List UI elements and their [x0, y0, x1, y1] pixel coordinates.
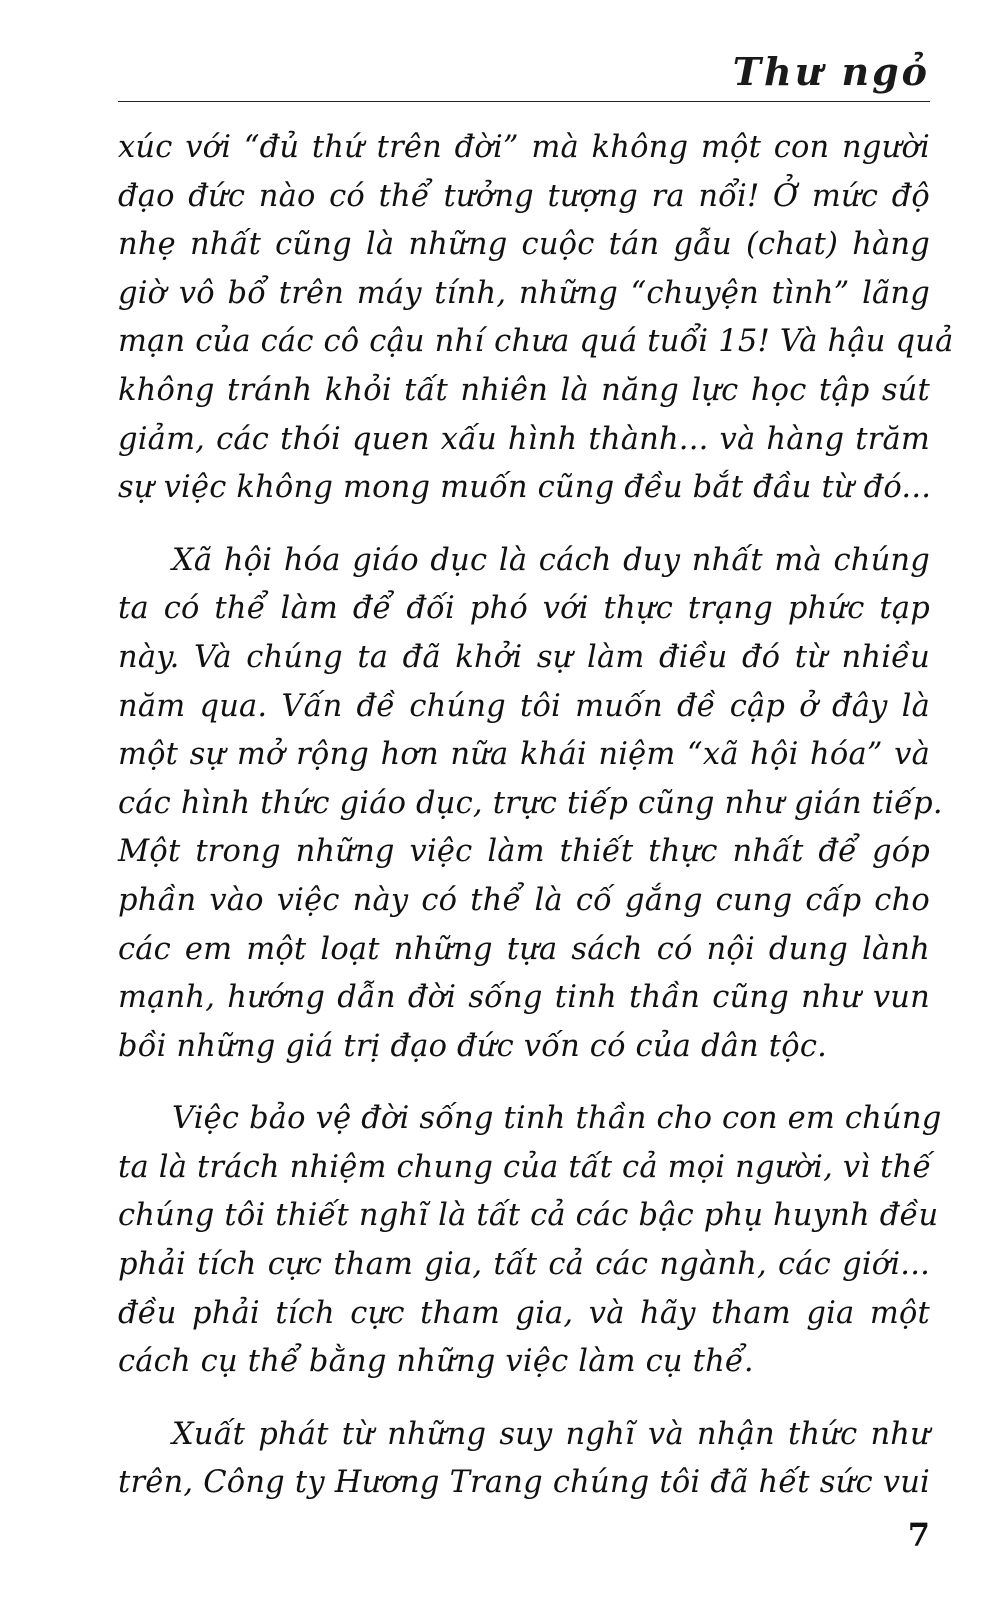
paragraph-1	[118, 124, 954, 513]
text-line: các em một loạt những tựa sách có nội dung lành	[118, 931, 930, 967]
paragraph-3	[118, 1095, 942, 1387]
text-line: ta là trách nhiệm chung của tất cả mọi người, vì thế	[118, 1149, 932, 1185]
text-line: các hình thức giáo dục, trực tiếp cũng như gián tiếp.	[118, 785, 943, 821]
paragraph-2	[118, 537, 943, 1072]
body-text	[118, 124, 954, 1532]
text-line: đều phải tích cực tham gia, và hãy tham gia một	[118, 1295, 930, 1331]
text-line: chúng tôi thiết nghĩ là tất cả các bậc phụ huynh đều	[118, 1198, 939, 1234]
text-line: bồi những giá trị đạo đức vốn có của dân tộc.	[118, 1028, 827, 1064]
text-line: này. Và chúng ta đã khởi sự làm điều đó từ nhiều	[118, 639, 930, 675]
page-header	[118, 49, 930, 102]
paragraph-4	[118, 1411, 930, 1508]
text-line: đạo đức nào có thể tưởng tượng ra nổi! Ở mức độ	[118, 178, 930, 214]
header-rule	[118, 101, 930, 102]
running-head: Thư ngỏ	[732, 49, 930, 94]
text-line: mạn của các cô cậu nhí chưa quá tuổi 15! Và hậu quả	[118, 324, 954, 360]
text-line: cách cụ thể bằng những việc làm cụ thể.	[118, 1344, 754, 1380]
text-line: Xã hội hóa giáo dục là cách duy nhất mà chúng	[172, 542, 930, 578]
text-line: ta có thể làm để đối phó với thực trạng phức tạp	[118, 591, 930, 627]
text-line: giờ vô bổ trên máy tính, những “chuyện tình” lãng	[118, 275, 930, 311]
text-line: mạnh, hướng dẫn đời sống tinh thần cũng như vun	[118, 980, 930, 1016]
page-number: 7	[907, 1516, 930, 1554]
text-line: phần vào việc này có thể là cố gắng cung cấp cho	[118, 882, 930, 918]
text-line: không tránh khỏi tất nhiên là năng lực học tập sút	[118, 372, 930, 408]
text-line: Một trong những việc làm thiết thực nhất để góp	[118, 834, 930, 870]
text-line: một sự mở rộng hơn nữa khái niệm “xã hội hóa” và	[118, 737, 930, 773]
text-line: Xuất phát từ những suy nghĩ và nhận thức như	[172, 1416, 930, 1452]
text-line: sự việc không mong muốn cũng đều bắt đầu từ đó...	[118, 470, 932, 506]
text-line: trên, Công ty Hương Trang chúng tôi đã hết sức vui	[118, 1465, 930, 1501]
text-line: xúc với “đủ thứ trên đời” mà không một con người	[118, 130, 930, 165]
text-line: phải tích cực tham gia, tất cả các ngành, các giới...	[118, 1247, 930, 1283]
text-line: nhẹ nhất cũng là những cuộc tán gẫu (chat) hàng	[118, 227, 930, 263]
text-line: năm qua. Vấn đề chúng tôi muốn đề cập ở đây là	[118, 688, 930, 724]
text-line: Việc bảo vệ đời sống tinh thần cho con em chúng	[172, 1101, 942, 1137]
text-line: giảm, các thói quen xấu hình thành... và hàng trăm	[118, 421, 930, 457]
